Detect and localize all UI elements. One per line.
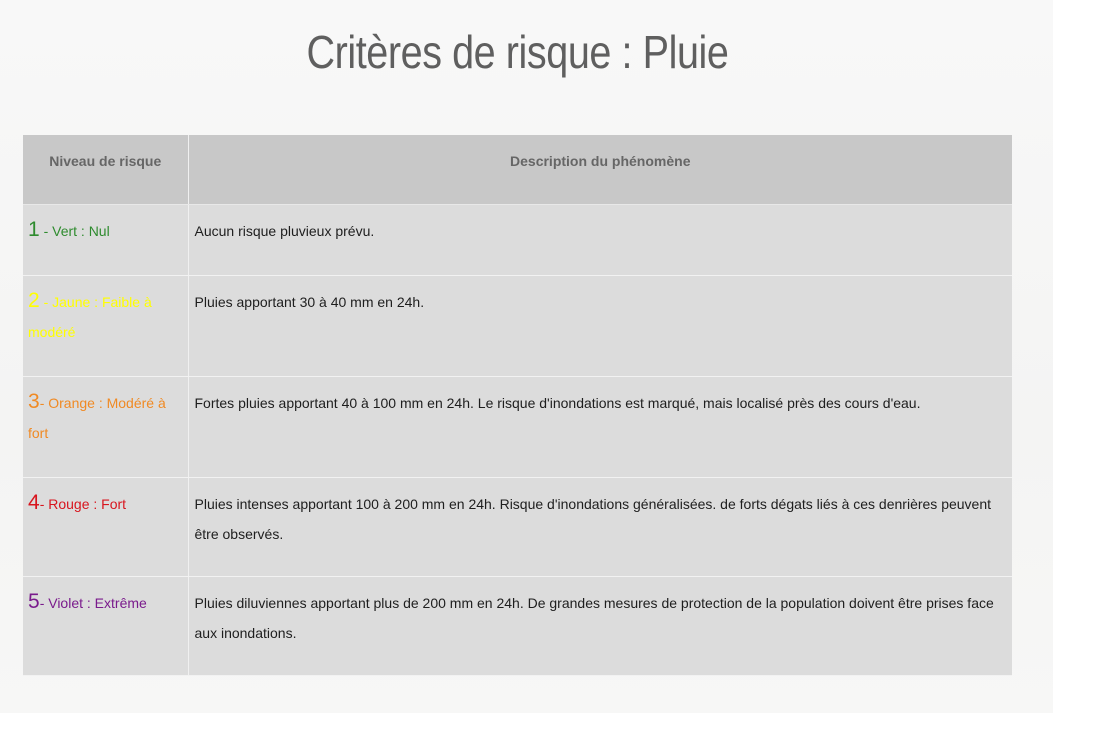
risk-description: Aucun risque pluvieux prévu. [188,204,1012,275]
risk-level-cell [23,376,188,477]
header-risk-level: Niveau de risque [23,135,188,204]
risk-description: Pluies diluviennes apportant plus de 200 mm en 24h. De grandes mesures de protection de la population doivent être prises face aux inondations. [188,576,1012,675]
table-header-row [23,135,1012,204]
risk-level-cell [23,204,188,275]
risk-criteria-table [23,135,1012,676]
table-row [23,376,1012,477]
risk-description: Pluies intenses apportant 100 à 200 mm en 24h. Risque d'inondations généralisées. de forts dégats liés à ces denrières peuvent être observés. [188,477,1012,576]
risk-level-label: - Violet : Extrême [39,594,147,611]
risk-level-cell [23,275,188,376]
risk-level-label: - Rouge : Fort [39,495,127,512]
risk-level-number: 5 [28,589,40,613]
risk-level-number: 3 [28,389,40,413]
risk-level-label: - Orange : Modéré à fort [28,394,166,441]
table-row [23,204,1012,275]
risk-level-number: 2 [28,288,40,312]
risk-level-cell [23,576,188,675]
table-row [23,275,1012,376]
page-title: Critères de risque : Pluie [306,26,729,78]
header-description: Description du phénomène [188,135,1012,204]
table-row [23,576,1012,675]
table-row [23,477,1012,576]
risk-level-number: 4 [28,490,40,514]
risk-level-label: - Jaune : Faible à modéré [28,293,152,340]
risk-level-cell [23,477,188,576]
risk-description: Pluies apportant 30 à 40 mm en 24h. [188,275,1012,376]
risk-level-label: - Vert : Nul [39,222,110,239]
risk-description: Fortes pluies apportant 40 à 100 mm en 24h. Le risque d'inondations est marqué, mais localisé près des cours d'eau. [188,376,1012,477]
risk-level-number: 1 [28,217,40,241]
